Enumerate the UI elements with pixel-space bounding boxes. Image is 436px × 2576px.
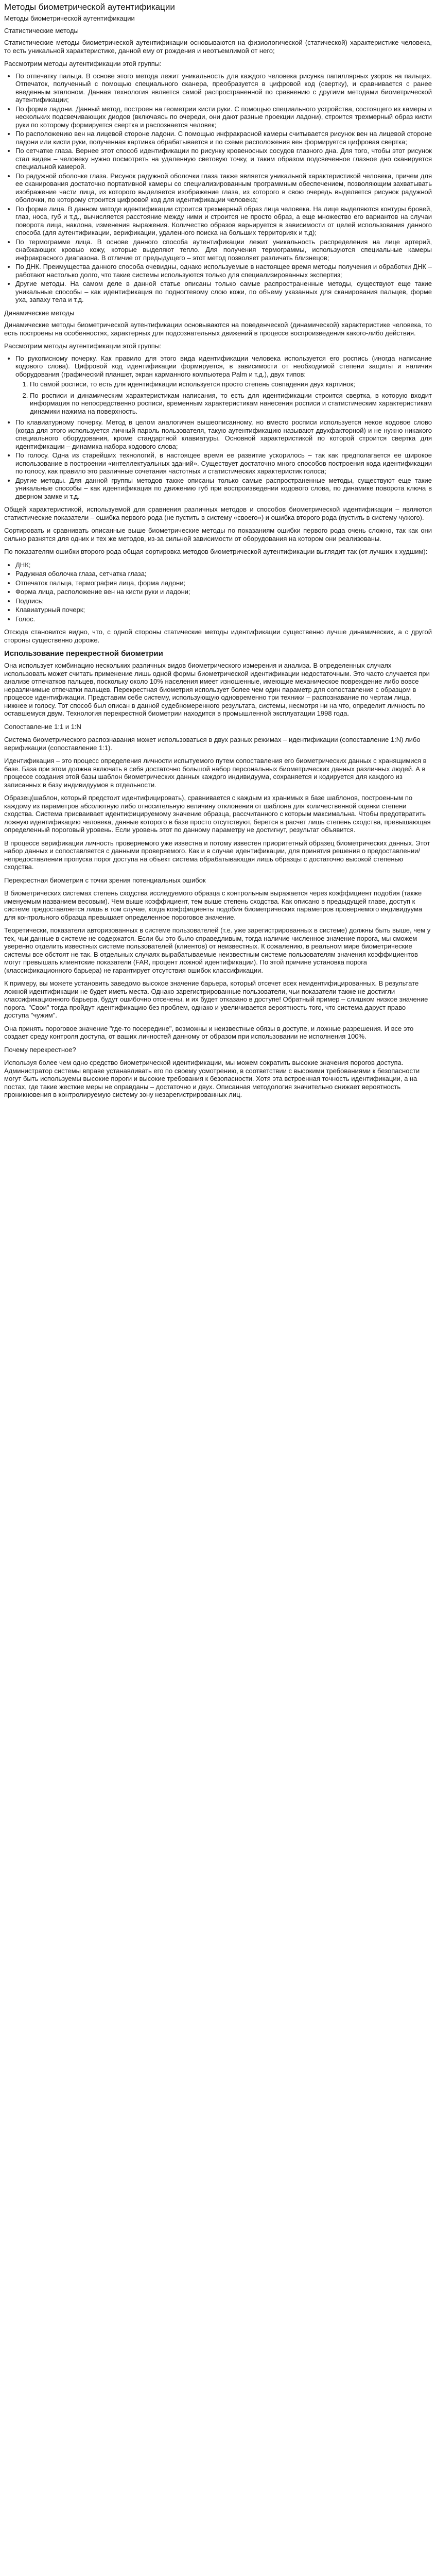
dynamic-methods-intro: Динамические методы биометрической аутентификации основываются на поведенческой (динамической) характеристике человека, то есть построены на особенностях, характерных для подсознательных движений в процессе воспроизведения какого-либо действия.	[4, 321, 432, 337]
paragraph: К примеру, вы можете установить заведомо высокое значение барьера, который отсечет всех неидентифицированных. В результате ложной идентификации не будет иметь места. Однако зарегистрированные пользователи, чьи показатели также не достигли классификационного барьера, будут ошибочно отсечены, и их будет отказано в доступе! Обратный пример – слишком низкое значение порога. "Свои" тогда пройдут идентификацию без проблем, однако и увеличивается вероятность того, что система даруст право доступа "чужим".	[4, 979, 428, 1019]
subheading: Сопоставление 1:1 и 1:N	[4, 722, 81, 731]
ranking-item: • Отпечаток пальца, термография лица, форма ладони;	[15, 579, 432, 587]
ranking-item: • ДНК;	[15, 561, 432, 569]
ranking-list	[4, 561, 432, 623]
list-item: • По клавиатурному почерку. Метод в целом аналогичен вышеописанному, но вместо росписи используется некое кодовое слово (когда для этого используется личный пароль пользователя, такую аутентификацию называют двухфакторной) и не нужно никакого специального оборудования, кроме стандартной клавиатуры. Основной характеристикой по которой строится свертка для идентификации – динамика набора кодового слова;	[15, 418, 432, 450]
sub-list-item: 1. По самой росписи, то есть для идентификации используется просто степень совпадения двух картинок;	[30, 380, 432, 388]
paragraph: Система биометрического распознавания может использоваться в двух разных режимах – идентификации (сопоставление 1:N) либо верификации (сопоставление 1:1).	[4, 736, 421, 752]
list-item-text: По рукописному почерку. Как правило для этого вида идентификации человека используется его роспись (иногда написание кодового слова). Цифровой код идентификации формируется, в зависимости от необходимой степени защиты и наличия оборудования (графический планшет, экран карманного компьютера Palm и т.д.), двух типов:	[15, 354, 432, 378]
list-item: • Другие методы. На самом деле в данной статье описаны только самые распространенные методы, существуют еще такие уникальные способы – как идентификация по подногтевому слою кожи, по объему указанных для сканирования пальцев, форме уха, запаху тела и т.д.	[15, 280, 432, 304]
paragraph: Идентификация – это процесс определения личности испытуемого путем сопоставления его биометрических данных с хранящимися в базе. База при этом должна включать в себя достаточно большой набор персональных биометрических данных различных людей. А в процессе создания этой базы шаблон биометрических данных каждого индивидуума, сохраняется и кодируется для каждого из записанных в базу индивидуумов в отдельности.	[4, 757, 427, 789]
ranking-item: • Клавиатурный почерк;	[15, 606, 432, 614]
list-item: • По термограмме лица. В основе данного способа аутентификации лежит уникальность распределения на лице артерий, снабжающих кровью кожу, которые выделяют тепло. Для получения термограммы, используются специальные камеры инфракрасного диапазона. В отличие от предыдущего – этот метод позволяет различать близнецов;	[15, 238, 432, 262]
paragraph: Теоретически, показатели авторизованных в системе пользователей (т.е. уже зарегистрированных в системе) должны быть выше, чем у тех, чьи данные в системе не содержатся. Если бы это было справедливым, тогда наличие численное значение порога, мы сможем уверенно отделить известных системе пользователей (клиентов) от неизвестных. К сожалению, в реальном мире биометрические системы все обстоят не так. В отдельных случаях вырабатываемые неизвестным системе пользователям значения коэффициентов могут превышать клиентские показатели (FAR, процент ложной идентификации). По этой причине установка порога (классификационного барьера) не гарантирует отсутствия ошибок классификации.	[4, 926, 431, 974]
paragraph: Она принять пороговое значение "где-то посередине", возможны и неизвестные обязы в доступе, и ложные разрешения. И все это создает среду контроля доступа, от ваших личностей данному от образом при использовании не исполнения 100%.	[4, 1024, 414, 1040]
paragraph: Образец(шаблон, который предстоит идентифицировать), сравнивается с каждым из хранимых в базе шаблонов, построенным по каждому из параметров абсолютную либо относительную величину отклонения от шаблона для количественной оценки степени сходства. Система присваивает идентифицируемому значение образца, рассчитанного с которым максимальна. Чтобы предотвратить ложную идентификацию человека, данные которого в базе просто отсутствуют, берется в расчет лишь степень сходства, превышающая определенный пороговый уровень. Если уровень этот по данному параметру не достигнут, результат объявится.	[4, 794, 431, 834]
signature-subtypes-list	[15, 380, 432, 415]
paragraph: Используя более чем одно средство биометрической идентификации, мы можем сократить высокие значения порогов доступа. Администратор системы вправе устанавливать его по своему усмотрению, в соответствии с высокими требованиями к безопасности могут быть используемы высокие пороги и высокие требования к безопасности. Хотя эта встроенная точность идентификации, а на постах, где такие жесткие меры не оправданы – достаточно и двух. Описанная методология значительно снижает вероятность проникновения в контролируемую систему зону незарегистрированных лиц.	[4, 1059, 420, 1098]
dynamic-methods-list-intro: Рассмотрим методы аутентификации этой группы:	[4, 342, 162, 350]
list-item: • По голосу. Одна из старейших технологий, в настоящее время ее развитие ускорилось – так как предполагается ее широкое использование в построении «интеллектуальных зданий». Существует достаточно много способов построения кода идентификации по голосу, как правило это различные сочетания частотных и статистических характеристик голоса;	[15, 451, 432, 476]
comparison-conclusion: Отсюда становится видно, что, с одной стороны статические методы идентификации существенно лучше динамических, а с другой стороны существенно дороже.	[4, 628, 432, 644]
paragraph: Она использует комбинацию нескольких различных видов биометрического измерения и анализа. В определенных случаях использовать может считать применение лишь одной формы биометрической идентификации недостаточным. Это часто случается при анализе отпечатков пальцев, поскольку около 10% населения имеет изношенные, имеющие механическое повреждение либо вовсе неразличимые отпечатки пальцев. Перекрестная биометрия использует более чем один параметр для сопоставления с образцом в процессе идентификации. Представим себе систему, использующую одновременно три техники – распознавание по чертам лица, нижнее и голосу. Тот способ был описан в данной судебномеренного результата, системы, несмотря ни на что, определит личность по оставшемуся двум. Технология перекрестной биометрии находится в промышленной эксплуатации 1998 года.	[4, 662, 430, 717]
list-item: • По ДНК. Преимущества данного способа очевидны, однако используемые в настоящее время методы получения и обработки ДНК – работают настолько долго, что такие системы используются только для специализированных экспертиз;	[15, 263, 432, 279]
comparison-paragraph: Общей характеристикой, используемой для сравнения различных методов и способов биометрической идентификации – являются статистические показатели – ошибка первого рода (не пустить в систему «своего») и ошибка второго рода (пустить в систему чужого).	[4, 505, 432, 521]
section-heading: Использование перекрестной биометрии	[4, 649, 163, 658]
list-item: • Другие методы. Для данной группы методов также описаны только самые распространенные методы, существуют еще такие уникальные способы – как идентификация по движению губ при воспроизведении кодового слова, по динамике поворота ключа в дверном замке и т.д.	[15, 477, 432, 501]
list-item: • По расположению вен на лицевой стороне ладони. С помощью инфракрасной камеры считывается рисунок вен на лицевой стороне ладони или кисти руки, полученная картинка обрабатывается и по схеме расположения вен формируется цифровая свертка;	[15, 130, 432, 146]
static-methods-list-intro: Рассмотрим методы аутентификации этой группы:	[4, 60, 162, 67]
list-item: • По радужной оболочке глаза. Рисунок радужной оболочки глаза также является уникальной характеристикой человека, причем для ее сканирования достаточно портативной камеры со специализированным программным обеспечением, позволяющим захватывать изображение части лица, из которого выделяется изображение глаза, из которого в свою очередь выделяется рисунок радужной оболочки, по которому строится цифровой код для идентификации человека;	[15, 172, 432, 204]
dynamic-methods-list	[4, 354, 432, 501]
list-item: • По сетчатке глаза. Вернее этот способ идентификации по рисунку кровеносных сосудов глазного дна. Для того, чтобы этот рисунок стал виден – человеку нужно посмотреть на удаленную световую точку, и таким образом подсвеченное глазное дно сканируется специальной камерой.	[15, 147, 432, 171]
comparison-paragraph: По показателям ошибки второго рода общая сортировка методов биометрической аутентификации выглядит так (от лучших к худшим):	[4, 548, 428, 555]
ranking-item: • Форма лица, расположение вен на кисти руки и ладони;	[15, 588, 432, 596]
ranking-item: • Голос.	[15, 615, 432, 623]
document-page	[0, 0, 436, 1099]
list-item: • По отпечатку пальца. В основе этого метода лежит уникальность для каждого человека рисунка папиллярных узоров на пальцах. Отпечаток, полученный с помощью специального сканера, преобразуется в цифровой код (свертку), и сравнивается с ранее введенным эталоном. Данная технология является самой распространенной по сравнению с другими методами биометрической аутентификации;	[15, 72, 432, 104]
ranking-item: • Подпись;	[15, 597, 432, 605]
paragraph: В биометрических системах степень сходства исследуемого образца с контрольным выражается через коэффициент подобия (также именуемым названием весовым). Чем выше коэффициент, тем выше степень сходства. Как описано в предыдущей главе, доступ к системе предоставляется лишь в том случае, когда коэффициенты подобия биометрических параметров проверяемого индивидуума для контрольного образца превышает определенное пороговое значение.	[4, 889, 423, 921]
static-methods-intro: Статистические методы биометрической аутентификации основываются на физиологической (статической) характеристике человека, то есть уникальной характеристике, данной ему от рождения и неотъемлимой от него;	[4, 39, 432, 55]
sub-list-item: 2. По росписи и динамическим характеристикам написания, то есть для идентификации строится свертка, в которую входит информация по непосредственно росписи, временным характеристикам нанесения росписи и статистическим характеристикам динамики нажима на поверхность.	[30, 392, 432, 416]
page-title: Методы биометрической аутентификации	[4, 2, 175, 12]
subheading: Перекрестная биометрия с точки зрения потенциальных ошибок	[4, 876, 206, 884]
subheading: Почему перекрестное?	[4, 1045, 76, 1054]
comparison-paragraph: Сортировать и сравнивать описанные выше биометрические методы по показаниям ошибки первого рода очень сложно, так как они сильно разнятся для одних и тех же методов, из-за сильной зависимости от оборудования на котором они реализованы.	[4, 527, 432, 543]
dynamic-methods-heading: Динамические методы	[4, 309, 75, 317]
static-methods-list	[4, 72, 432, 304]
static-methods-heading: Статистические методы	[4, 26, 79, 35]
paragraph: В процессе верификации личность проверяемого уже известна и потому известен приоритетный образец биометрических данных. Этот набор данных и сопоставляется с данными проверяемого. Как и в случае идентификации, для принятия решения о предоставлении/непредоставлении пропуска порог доступа на объект система обрабатывающая лишь образцы с достаточно высокой степенью сходства.	[4, 839, 430, 871]
page-subtitle: Методы биометрической аутентификации	[4, 14, 135, 22]
list-item: • По форме ладони. Данный метод, построен на геометрии кисти руки. С помощью специального устройства, состоящего из камеры и нескольких подсвечивающих диодов (включаясь по очереди, они дают разные проекции ладони), строится трехмерный образ кисти руки по которому формируется свертка и распознается человек;	[15, 105, 432, 129]
list-item	[15, 354, 432, 416]
list-item: • По форме лица. В данном методе идентификации строится трехмерный образ лица человека. На лице выделяются контуры бровей, глаз, носа, губ и т.д., вычисляется расстояние между ними и строится не просто образ, а еще множество его вариантов на случаи поворота лица, наклона, изменения выражения. Количество образов варьируется в зависимости от целей использования данного способа (для аутентификации, верификации, удаленного поиска на больших территориях и т.д);	[15, 205, 432, 237]
ranking-item: • Радужная оболочка глаза, сетчатка глаза;	[15, 570, 432, 578]
